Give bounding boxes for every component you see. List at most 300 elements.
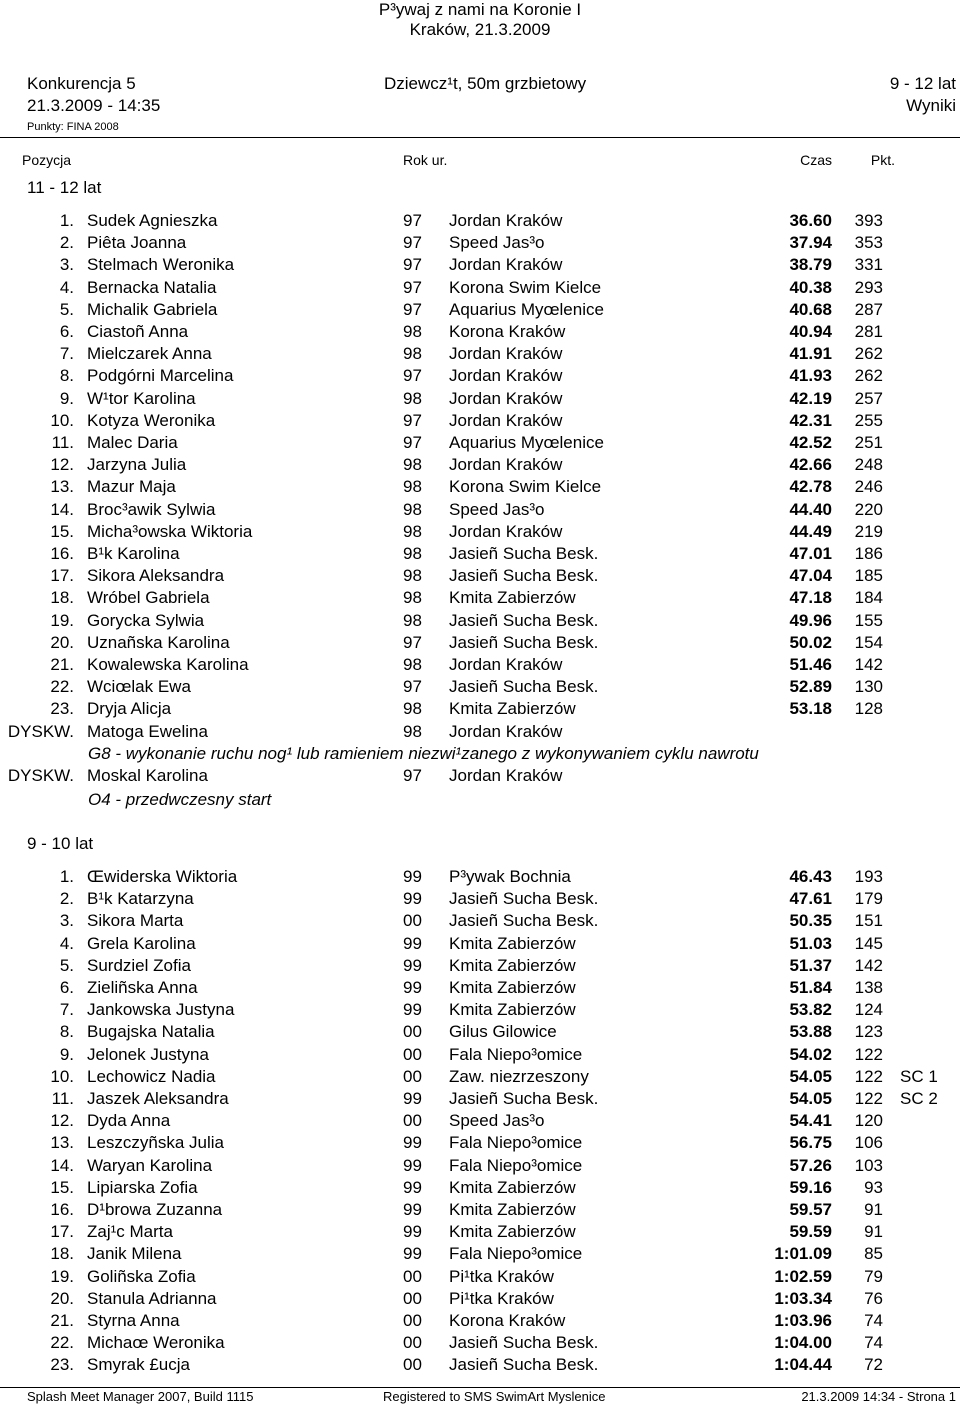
birth-year: 97 (403, 277, 422, 297)
place: 18. (50, 1244, 74, 1264)
place: 23. (50, 1355, 74, 1375)
result-row (0, 977, 960, 999)
swimmer-name: Styrna Anna (87, 1311, 180, 1330)
result-row (0, 1177, 960, 1199)
result-time: 54.41 (789, 1111, 832, 1131)
result-row (0, 933, 960, 955)
swimmer-name: B¹k Karolina (87, 544, 180, 563)
place: 3. (59, 911, 74, 931)
result-time: 40.68 (789, 299, 832, 319)
swimmer-name: Mazur Maja (87, 477, 176, 497)
swimmer-name: Micha³owska Wiktoria (87, 521, 253, 541)
place: 3. (59, 255, 74, 275)
result-row (0, 1354, 960, 1376)
result-row (0, 543, 960, 565)
swimmer-name: Leszczyñska Julia (87, 1133, 225, 1153)
place: 11. (51, 1089, 74, 1108)
club-name: Jasieñ Sucha Besk. (449, 677, 599, 697)
result-time: 53.82 (789, 1000, 832, 1020)
result-time: 40.94 (789, 322, 832, 341)
fina-points: 353 (854, 233, 883, 253)
swimmer-name: Jelonek Justyna (87, 1044, 209, 1064)
result-time: 47.18 (789, 588, 832, 608)
club-name: Kmita Zabierzów (449, 1200, 576, 1219)
fina-points: 122 (854, 1066, 883, 1086)
fina-points: 331 (854, 255, 883, 275)
result-time: 42.78 (789, 477, 832, 497)
place: 13. (50, 477, 74, 497)
swimmer-name: Waryan Karolina (87, 1155, 213, 1175)
result-row (0, 476, 960, 498)
place: 10. (50, 1066, 74, 1086)
club-name: Jasieñ Sucha Besk. (449, 1355, 599, 1375)
place: 12. (50, 455, 74, 475)
column-header-points: Pkt. (870, 152, 895, 168)
place: 12. (50, 1111, 74, 1131)
fina-points: 76 (864, 1288, 883, 1308)
place: 9. (59, 1044, 74, 1064)
fina-points: 246 (854, 477, 883, 497)
result-time: 47.04 (789, 566, 832, 586)
place: 8. (59, 1022, 74, 1042)
result-time: 53.18 (789, 699, 832, 719)
birth-year: 00 (403, 1044, 422, 1064)
result-row (0, 698, 960, 720)
result-time: 47.61 (789, 889, 832, 909)
column-header-year: Rok ur. (403, 152, 448, 168)
result-time: 50.02 (789, 632, 832, 652)
event-age-range: 9 - 12 lat (889, 74, 956, 93)
fina-points: 262 (854, 344, 883, 364)
event-number: Konkurencja 5 (27, 74, 136, 93)
place: 13. (50, 1133, 74, 1153)
club-name: Speed Jas³o (449, 233, 545, 253)
birth-year: 99 (403, 978, 422, 997)
result-row (0, 610, 960, 632)
result-row (0, 410, 960, 432)
result-row (0, 1110, 960, 1132)
fina-points: 142 (854, 955, 883, 975)
place: 11. (51, 433, 74, 452)
result-note: SC 2 (900, 1089, 938, 1108)
result-time: 51.37 (789, 955, 832, 975)
birth-year: 00 (403, 1333, 422, 1353)
footer-rule (0, 1387, 960, 1388)
result-row (0, 1221, 960, 1243)
result-row (0, 299, 960, 321)
fina-points: 128 (854, 699, 883, 719)
fina-points: 193 (854, 867, 883, 886)
fina-points: 103 (854, 1155, 883, 1175)
result-time: 1:01.09 (774, 1244, 832, 1264)
result-time: 59.57 (789, 1200, 832, 1219)
club-name: Pi¹tka Kraków (449, 1288, 554, 1308)
fina-points: 145 (854, 933, 883, 953)
dsq-row (0, 721, 960, 743)
result-time: 1:04.00 (774, 1333, 832, 1353)
result-row (0, 1066, 960, 1088)
birth-year: 97 (403, 255, 422, 275)
result-note: SC 1 (900, 1066, 938, 1086)
club-name: Kmita Zabierzów (449, 699, 576, 719)
birth-year: 99 (403, 867, 422, 886)
club-name: Kmita Zabierzów (449, 1000, 576, 1020)
swimmer-name: Janik Milena (87, 1244, 182, 1264)
result-row (0, 654, 960, 676)
swimmer-name: Bugajska Natalia (87, 1022, 215, 1042)
swimmer-name: Lechowicz Nadia (87, 1066, 216, 1086)
header-rule (0, 137, 960, 138)
swimmer-name: Kowalewska Karolina (87, 655, 249, 674)
points-note: Punkty: FINA 2008 (27, 121, 119, 133)
result-time: 57.26 (789, 1155, 832, 1175)
footer-software: Splash Meet Manager 2007, Build 1115 (27, 1389, 254, 1404)
fina-points: 185 (854, 566, 883, 586)
dsq-position: DYSKW. (7, 766, 74, 785)
swimmer-name: B¹k Katarzyna (87, 889, 194, 909)
result-time: 38.79 (789, 255, 832, 275)
result-row (0, 388, 960, 410)
result-time: 37.94 (789, 233, 832, 253)
birth-year: 97 (403, 233, 422, 253)
age-group-label: 11 - 12 lat (27, 178, 102, 197)
result-time: 42.66 (789, 455, 832, 475)
result-row (0, 277, 960, 299)
swimmer-name: Lipiarska Zofia (87, 1177, 198, 1197)
place: 6. (59, 322, 74, 341)
swimmer-name: Sikora Aleksandra (87, 566, 225, 586)
result-time: 42.19 (789, 388, 832, 408)
swimmer-name: Ciastoñ Anna (87, 322, 189, 341)
birth-year: 98 (403, 610, 422, 630)
place: 14. (50, 1155, 74, 1175)
swimmer-name: Michaœ Weronika (87, 1333, 225, 1353)
fina-points: 281 (854, 322, 883, 341)
place: 21. (50, 1311, 74, 1330)
result-row (0, 1199, 960, 1221)
birth-year: 98 (403, 322, 422, 341)
club-name: Aquarius Myœlenice (449, 299, 604, 319)
result-row (0, 955, 960, 977)
club-name: Jordan Kraków (449, 211, 563, 230)
result-time: 47.01 (789, 544, 832, 563)
place: 10. (50, 410, 74, 430)
swimmer-name: Moskal Karolina (87, 766, 208, 785)
birth-year: 00 (403, 1266, 422, 1286)
fina-points: 74 (864, 1333, 883, 1353)
club-name: Jordan Kraków (449, 655, 563, 674)
fina-points: 123 (854, 1022, 883, 1042)
result-time: 1:03.34 (774, 1288, 832, 1308)
club-name: Speed Jas³o (449, 1111, 545, 1131)
club-name: Speed Jas³o (449, 499, 545, 519)
place: 1. (59, 867, 74, 886)
fina-points: 154 (854, 632, 883, 652)
club-name: Jordan Kraków (449, 255, 563, 275)
place: 20. (50, 1288, 74, 1308)
result-time: 59.59 (789, 1222, 832, 1242)
age-group-label: 9 - 10 lat (27, 834, 94, 853)
fina-points: 257 (854, 388, 883, 408)
result-row (0, 1288, 960, 1310)
result-row (0, 321, 960, 343)
place: 8. (59, 366, 74, 386)
birth-year: 99 (403, 933, 422, 953)
column-header-time: Czas (800, 152, 832, 168)
place: 2. (59, 889, 74, 909)
swimmer-name: Wciœlak Ewa (87, 677, 191, 697)
place: 6. (59, 978, 74, 997)
dsq-position: DYSKW. (7, 722, 74, 741)
swimmer-name: Malec Daria (87, 433, 178, 452)
swimmer-name: Dyda Anna (87, 1111, 171, 1131)
result-time: 53.88 (789, 1022, 832, 1042)
club-name: Jordan Kraków (449, 388, 563, 408)
club-name: Pi¹tka Kraków (449, 1266, 554, 1286)
place: 1. (59, 211, 74, 230)
club-name: Fala Niepo³omice (449, 1044, 583, 1064)
swimmer-name: W¹tor Karolina (87, 388, 196, 408)
club-name: Fala Niepo³omice (449, 1155, 583, 1175)
place: 15. (50, 521, 74, 541)
place: 2. (59, 233, 74, 253)
place: 23. (50, 699, 74, 719)
swimmer-name: Mielczarek Anna (87, 344, 212, 364)
birth-year: 98 (403, 521, 422, 541)
swimmer-name: Broc³awik Sylwia (87, 499, 216, 519)
club-name: Jasieñ Sucha Besk. (449, 544, 599, 563)
club-name: Fala Niepo³omice (449, 1244, 583, 1264)
result-row (0, 499, 960, 521)
result-row (0, 1044, 960, 1066)
birth-year: 99 (403, 889, 422, 909)
birth-year: 98 (403, 722, 422, 741)
swimmer-name: Wróbel Gabriela (87, 588, 210, 608)
club-name: Jordan Kraków (449, 344, 563, 364)
fina-points: 91 (864, 1222, 883, 1242)
birth-year: 99 (403, 1089, 422, 1108)
event-kind: Wyniki (906, 96, 956, 115)
club-name: Jasieñ Sucha Besk. (449, 1089, 599, 1108)
fina-points: 248 (854, 455, 883, 475)
result-time: 44.40 (789, 499, 832, 519)
club-name: Zaw. niezrzeszony (449, 1066, 589, 1086)
fina-points: 85 (864, 1244, 883, 1264)
footer-registered: Registered to SMS SwimArt Myslenice (383, 1389, 606, 1404)
result-time: 40.38 (789, 277, 832, 297)
birth-year: 99 (403, 1244, 422, 1264)
swimmer-name: Podgórni Marcelina (87, 366, 234, 386)
club-name: Korona Kraków (449, 322, 566, 341)
club-name: Jasieñ Sucha Besk. (449, 566, 599, 586)
birth-year: 97 (403, 211, 422, 230)
place: 21. (50, 655, 74, 674)
swimmer-name: Œwiderska Wiktoria (87, 867, 238, 886)
result-time: 41.91 (789, 344, 832, 364)
swimmer-name: Zieliñska Anna (87, 978, 198, 997)
club-name: Jasieñ Sucha Besk. (449, 889, 599, 909)
birth-year: 99 (403, 1000, 422, 1020)
result-time: 51.46 (789, 655, 832, 674)
club-name: Jasieñ Sucha Besk. (449, 911, 599, 931)
swimmer-name: Goliñska Zofia (87, 1266, 196, 1286)
birth-year: 98 (403, 477, 422, 497)
fina-points: 74 (864, 1311, 883, 1330)
birth-year: 98 (403, 699, 422, 719)
swimmer-name: Stelmach Weronika (87, 255, 235, 275)
result-time: 54.05 (789, 1066, 832, 1086)
swimmer-name: Jankowska Justyna (87, 1000, 235, 1020)
place: 4. (59, 933, 74, 953)
result-time: 50.35 (789, 911, 832, 931)
result-time: 1:02.59 (774, 1266, 832, 1286)
place: 16. (50, 544, 74, 563)
birth-year: 97 (403, 632, 422, 652)
result-time: 44.49 (789, 521, 832, 541)
result-row (0, 1332, 960, 1354)
footer-printed: 21.3.2009 14:34 - Strona 1 (801, 1389, 956, 1404)
fina-points: 79 (864, 1266, 883, 1286)
fina-points: 220 (854, 499, 883, 519)
fina-points: 219 (854, 521, 883, 541)
birth-year: 97 (403, 299, 422, 319)
result-row (0, 888, 960, 910)
swimmer-name: Michalik Gabriela (87, 299, 218, 319)
swimmer-name: Sudek Agnieszka (87, 211, 218, 230)
fina-points: 287 (854, 299, 883, 319)
club-name: Kmita Zabierzów (449, 933, 576, 953)
swimmer-name: Matoga Ewelina (87, 722, 208, 741)
birth-year: 99 (403, 955, 422, 975)
club-name: Korona Swim Kielce (449, 477, 602, 497)
result-row (0, 676, 960, 698)
swimmer-name: Kotyza Weronika (87, 410, 216, 430)
place: 20. (50, 632, 74, 652)
dsq-row (0, 765, 960, 787)
club-name: Gilus Gilowice (449, 1022, 557, 1042)
swimmer-name: Jaszek Aleksandra (87, 1089, 229, 1108)
birth-year: 99 (403, 1177, 422, 1197)
fina-points: 122 (854, 1044, 883, 1064)
birth-year: 97 (403, 433, 422, 452)
birth-year: 00 (403, 911, 422, 931)
meet-location-date: Kraków, 21.3.2009 (409, 20, 551, 39)
swimmer-name: Jarzyna Julia (87, 455, 187, 475)
result-row (0, 254, 960, 276)
birth-year: 98 (403, 344, 422, 364)
club-name: Jordan Kraków (449, 366, 563, 386)
place: 22. (50, 677, 74, 697)
fina-points: 142 (854, 655, 883, 674)
place: 7. (59, 344, 74, 364)
birth-year: 97 (403, 366, 422, 386)
birth-year: 97 (403, 677, 422, 697)
club-name: Jordan Kraków (449, 766, 563, 785)
birth-year: 98 (403, 388, 422, 408)
result-row (0, 587, 960, 609)
result-row (0, 1132, 960, 1154)
birth-year: 98 (403, 499, 422, 519)
result-time: 49.96 (789, 610, 832, 630)
place: 9. (59, 388, 74, 408)
fina-points: 293 (854, 277, 883, 297)
place: 15. (50, 1177, 74, 1197)
birth-year: 99 (403, 1222, 422, 1242)
result-time: 56.75 (789, 1133, 832, 1153)
place: 7. (59, 1000, 74, 1020)
result-time: 36.60 (789, 211, 832, 230)
birth-year: 99 (403, 1133, 422, 1153)
result-time: 59.16 (789, 1177, 832, 1197)
result-time: 52.89 (789, 677, 832, 697)
swimmer-name: Sikora Marta (87, 911, 184, 931)
result-row (0, 910, 960, 932)
fina-points: 262 (854, 366, 883, 386)
club-name: Jordan Kraków (449, 410, 563, 430)
fina-points: 91 (864, 1200, 883, 1219)
event-name: Dziewcz¹t, 50m grzbietowy (384, 74, 587, 93)
birth-year: 98 (403, 588, 422, 608)
fina-points: 179 (854, 889, 883, 909)
fina-points: 106 (854, 1133, 883, 1153)
birth-year: 98 (403, 655, 422, 674)
meet-title: P³ywaj z nami na Koronie I (378, 0, 582, 19)
club-name: Kmita Zabierzów (449, 978, 576, 997)
swimmer-name: Smyrak £ucja (87, 1355, 190, 1375)
club-name: Korona Swim Kielce (449, 277, 602, 297)
result-row (0, 232, 960, 254)
swimmer-name: Dryja Alicja (87, 699, 172, 719)
birth-year: 00 (403, 1311, 422, 1330)
result-row (0, 866, 960, 888)
fina-points: 186 (854, 544, 883, 563)
event-datetime: 21.3.2009 - 14:35 (27, 96, 161, 115)
swimmer-name: Zaj¹c Marta (87, 1222, 173, 1242)
fina-points: 255 (854, 410, 883, 430)
club-name: Kmita Zabierzów (449, 1222, 576, 1242)
club-name: Korona Kraków (449, 1311, 566, 1330)
place: 19. (50, 1266, 74, 1286)
result-row (0, 1155, 960, 1177)
fina-points: 93 (864, 1177, 883, 1197)
birth-year: 97 (403, 410, 422, 430)
result-row (0, 432, 960, 454)
fina-points: 184 (854, 588, 883, 608)
club-name: Jasieñ Sucha Besk. (449, 1333, 599, 1353)
result-time: 54.02 (789, 1044, 832, 1064)
result-row (0, 1243, 960, 1265)
result-time: 51.84 (789, 978, 832, 997)
result-row (0, 365, 960, 387)
result-row (0, 1266, 960, 1288)
swimmer-name: Uznañska Karolina (87, 632, 230, 652)
club-name: Fala Niepo³omice (449, 1133, 583, 1153)
birth-year: 98 (403, 544, 422, 563)
result-row (0, 343, 960, 365)
club-name: Jordan Kraków (449, 455, 563, 475)
fina-points: 151 (854, 911, 883, 931)
swimmer-name: Piêta Joanna (87, 233, 187, 253)
place: 4. (59, 277, 74, 297)
club-name: Jordan Kraków (449, 521, 563, 541)
fina-points: 122 (854, 1089, 883, 1108)
result-row (0, 210, 960, 232)
fina-points: 124 (854, 1000, 883, 1020)
club-name: Aquarius Myœlenice (449, 433, 604, 452)
birth-year: 99 (403, 1200, 422, 1219)
dsq-reason: G8 - wykonanie ruchu nog¹ lub ramieniem niezwi¹zanego z wykonywaniem cyklu nawrotu (88, 744, 759, 763)
fina-points: 155 (854, 610, 883, 630)
